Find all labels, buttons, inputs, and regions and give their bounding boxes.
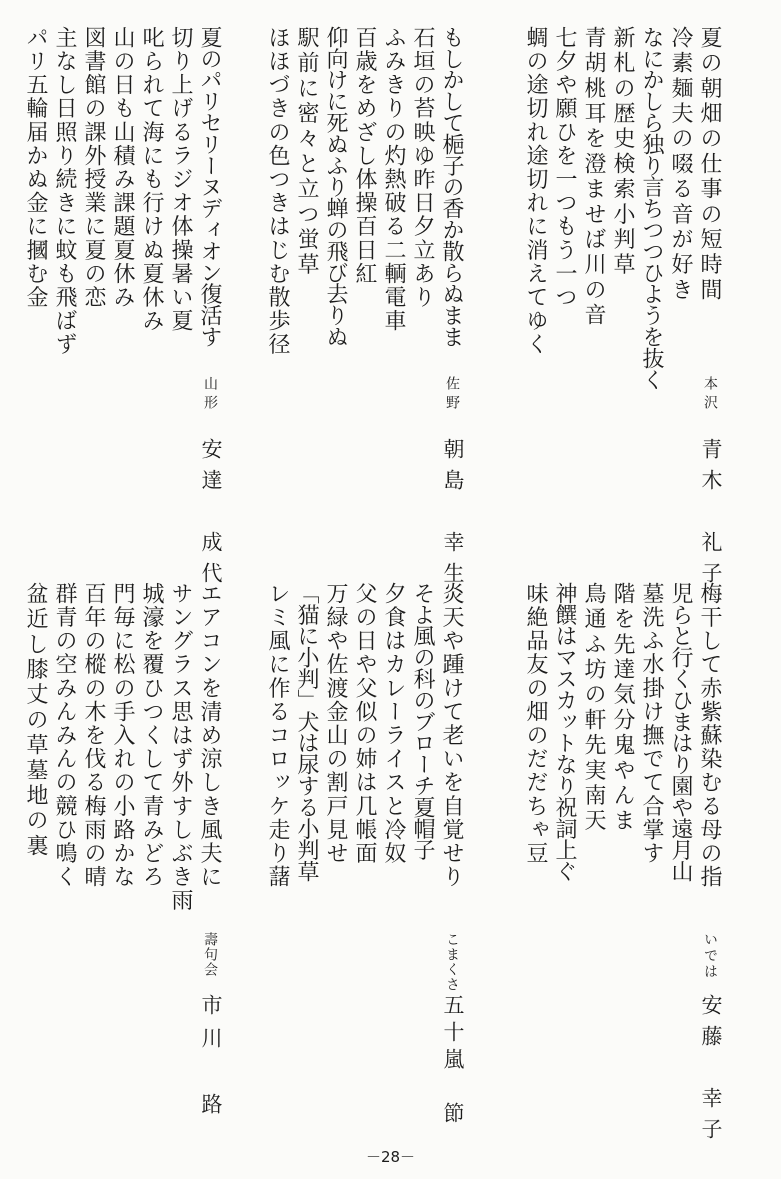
- author-block: [696, 438, 726, 593]
- haiku: 蜩の途切れ途切れに消えてゆく: [523, 26, 548, 357]
- author-block: [442, 932, 462, 992]
- haiku: パリ五輪届かぬ金に摑む金: [23, 26, 48, 310]
- haiku: もしかして梔子の香か散らぬまま: [439, 26, 464, 348]
- haiku: 百年の樅の木を伐る梅雨の晴: [81, 582, 106, 889]
- author-name: 安達 成代: [199, 438, 223, 593]
- haiku: 炎天や踵けて老いを自覚せり: [439, 582, 464, 889]
- author-place: いでは: [702, 932, 718, 980]
- haiku: 盆近し膝丈の草墓地の裏: [23, 582, 48, 860]
- author-name: 朝島 幸生: [441, 438, 465, 593]
- haiku: 百歳をめざし体操百日紅: [352, 26, 377, 286]
- author-block: [696, 994, 726, 1149]
- haiku: 神饌はマスカットなり祝詞上ぐ: [552, 582, 577, 882]
- author-block: [200, 932, 220, 977]
- haiku: 青胡桃耳を澄ませば川の音: [581, 26, 606, 329]
- haiku: 石垣の苔映ゆ昨日夕立あり: [410, 26, 435, 310]
- author-place: 山形: [202, 376, 218, 414]
- entry-asajima: [262, 26, 472, 593]
- author-place: こまくさ: [444, 932, 460, 992]
- author-block: [196, 994, 226, 1126]
- haiku: そよ風の科のブローチ夏帽子: [410, 582, 435, 861]
- haiku: エアコンを清め涼しき風夫に: [197, 582, 222, 889]
- author-block: [438, 994, 468, 1129]
- haiku: なにかしら独り言ちつつひようを抜く: [639, 26, 664, 390]
- author-name: 五十嵐 節: [441, 994, 465, 1129]
- haiku: 叱られて海にも行けぬ夏休み: [139, 26, 164, 333]
- haiku: ふみきりの灼熱破る二輌電車: [381, 26, 406, 333]
- author-block: [200, 376, 220, 414]
- haiku: 七夕や願ひを一つもう一つ: [552, 26, 577, 310]
- author-name: 市川 路: [199, 994, 223, 1126]
- entry-adachi: [20, 26, 230, 593]
- author-block: [438, 438, 468, 593]
- haiku: 墓洗ふ水掛け撫でて合掌す: [639, 582, 664, 866]
- entry-ando: [520, 582, 730, 1149]
- author-block: [442, 376, 462, 414]
- haiku: 階を先達気分鬼やんま: [610, 582, 635, 834]
- haiku: 児らと行くひまはり園や遠月山: [668, 582, 693, 882]
- haiku: 群青の空みんみんの競ひ鳴く: [52, 582, 77, 889]
- author-name: 青木 礼子: [699, 438, 723, 593]
- haiku: 梅干して赤紫蘇染むる母の指: [697, 582, 722, 889]
- author-block: [700, 932, 720, 980]
- author-place: 本沢: [702, 376, 718, 414]
- haiku: 主なし日照り続きに蚊も飛ばず: [52, 26, 77, 357]
- bottom-half: [0, 582, 781, 1149]
- haiku: 切り上げるラジオ体操暑い夏: [168, 26, 193, 333]
- author-block: [700, 376, 720, 414]
- haiku: 駅前に密々と立つ蛍草: [294, 26, 319, 278]
- haiku: 仰向けに死ぬふり蝉の飛び去りぬ: [323, 26, 348, 348]
- author-name: 安藤 幸子: [699, 994, 723, 1149]
- haiku: 父の日や父似の姉は几帳面: [352, 582, 377, 866]
- author-block: [196, 438, 226, 593]
- haiku: レミ風に作るコロッケ走り藷: [265, 582, 290, 889]
- haiku: 万緑や佐渡金山の割戸見せ: [323, 582, 348, 866]
- haiku: 城濠を覆ひつくして青みどろ: [139, 582, 164, 889]
- haiku: 図書館の課外授業に夏の恋: [81, 26, 106, 310]
- author-place: 佐野: [444, 376, 460, 414]
- haiku: 「猫に小判」犬は尿する小判草: [294, 582, 319, 882]
- haiku: 夕食はカレーライスと冷奴: [381, 582, 406, 866]
- page-number: －28－: [365, 1148, 416, 1166]
- haiku: サングラス思はず外すしぶき雨: [168, 582, 193, 913]
- haiku: ほほづきの色つきはじむ散歩径: [265, 26, 290, 357]
- haiku: 山の日も山積み課題夏休み: [110, 26, 135, 310]
- haiku: 夏の朝畑の仕事の短時間: [697, 26, 722, 304]
- entry-aoki: [520, 26, 730, 593]
- haiku: 味絶品友の畑のだだちゃ豆: [523, 582, 548, 866]
- top-half: [0, 26, 781, 593]
- entry-ichikawa: [20, 582, 230, 1126]
- haiku: 門毎に松の手入れの小路かな: [110, 582, 135, 889]
- haiku: 夏のパリセリーヌディオン復活す: [197, 26, 222, 348]
- author-place: 壽句会: [202, 932, 218, 977]
- haiku: 鳥通ふ坊の軒先実南天: [581, 582, 606, 834]
- haiku: 冷素麺夫の啜る音が好き: [668, 26, 693, 304]
- entry-igarashi: [262, 582, 472, 1129]
- haiku: 新札の歴史検索小判草: [610, 26, 635, 278]
